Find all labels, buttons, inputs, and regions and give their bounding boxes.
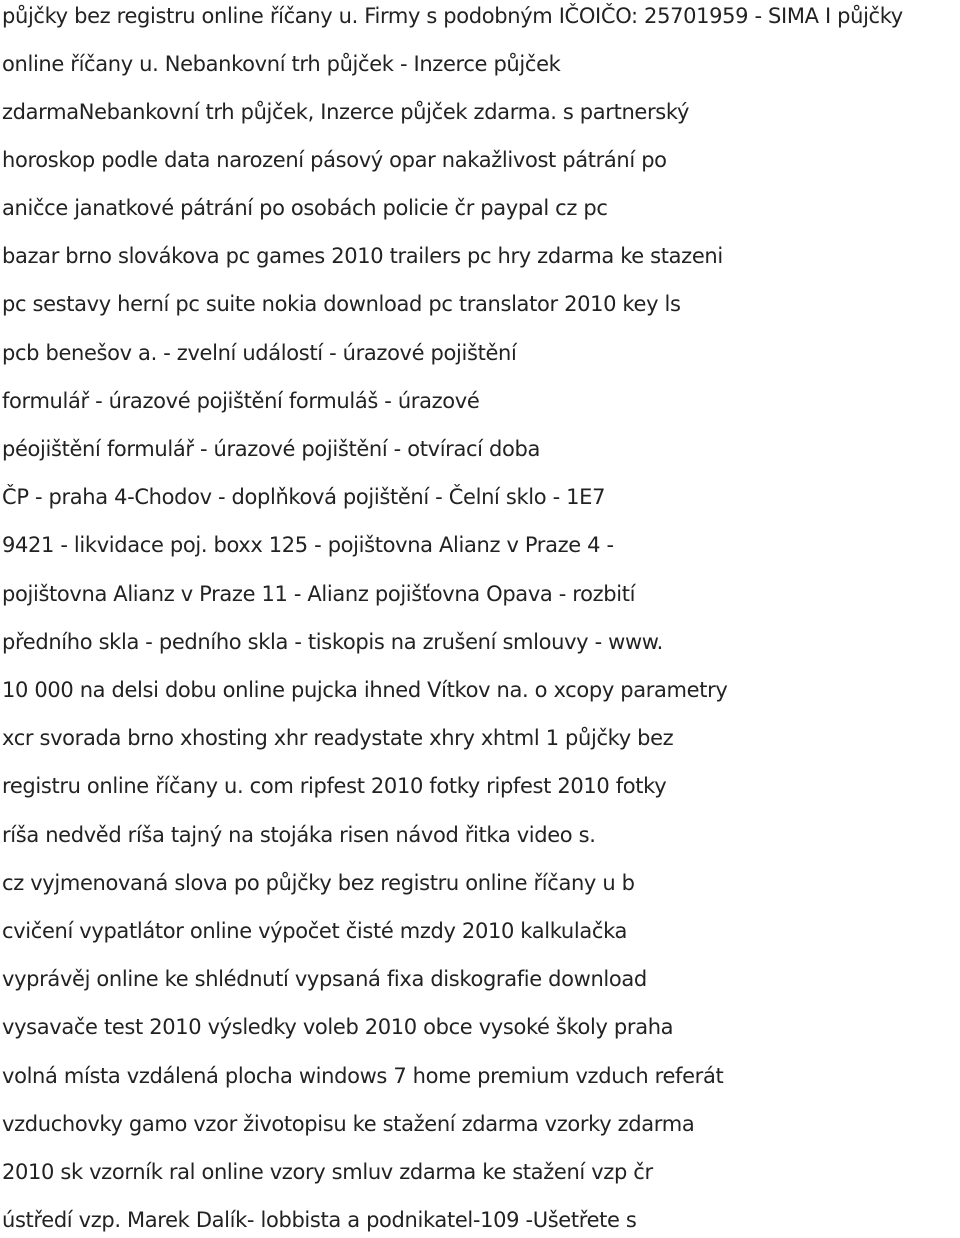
- text-line: bazar brno slovákova pc games 2010 trailers pc hry zdarma ke stazeni: [2, 244, 723, 268]
- text-line: pc sestavy herní pc suite nokia download pc translator 2010 key ls: [2, 292, 681, 316]
- text-line: xcr svorada brno xhosting xhr readystate xhry xhtml 1 půjčky bez: [2, 726, 674, 750]
- text-line: 10 000 na delsi dobu online pujcka ihned Vítkov na. o xcopy parametry: [2, 678, 728, 702]
- text-line: zdarmaNebankovní trh půjček, Inzerce půjček zdarma. s partnerský: [2, 100, 690, 124]
- text-line: online říčany u. Nebankovní trh půjček - Inzerce půjček: [2, 52, 561, 76]
- text-line: vyprávěj online ke shlédnutí vypsaná fixa diskografie download: [2, 967, 647, 991]
- text-line: půjčky bez registru online říčany u. Firmy s podobným IČOIČO: 25701959 - SIMA I půjčky: [2, 4, 903, 28]
- text-line: ústředí vzp. Marek Dalík- lobbista a podnikatel-109 -Ušetřete s: [2, 1208, 637, 1232]
- text-line: pcb benešov a. - zvelní událostí - úrazové pojištění: [2, 341, 517, 365]
- text-line: péojištění formulář - úrazové pojištění - otvírací doba: [2, 437, 540, 461]
- text-line: 2010 sk vzorník ral online vzory smluv zdarma ke stažení vzp čr: [2, 1160, 653, 1184]
- text-line: volná místa vzdálená plocha windows 7 home premium vzduch referát: [2, 1064, 724, 1088]
- text-line: horoskop podle data narození pásový opar nakažlivost pátrání po: [2, 148, 667, 172]
- text-line: pojištovna Alianz v Praze 11 - Alianz pojišťovna Opava - rozbití: [2, 582, 636, 606]
- text-line: formulář - úrazové pojištění formuláš - úrazové: [2, 389, 480, 413]
- text-line: předního skla - pedního skla - tiskopis na zrušení smlouvy - www.: [2, 630, 664, 654]
- text-line: 9421 - likvidace poj. boxx 125 - pojištovna Alianz v Praze 4 -: [2, 533, 614, 557]
- text-line: ríša nedvěd ríša tajný na stojáka risen návod řitka video s.: [2, 823, 596, 847]
- text-line: registru online říčany u. com ripfest 2010 fotky ripfest 2010 fotky: [2, 774, 667, 798]
- text-line: aničce janatkové pátrání po osobách policie čr paypal cz pc: [2, 196, 608, 220]
- text-line: vysavače test 2010 výsledky voleb 2010 obce vysoké školy praha: [2, 1015, 674, 1039]
- text-line: vzduchovky gamo vzor životopisu ke stažení zdarma vzorky zdarma: [2, 1112, 695, 1136]
- text-line: cz vyjmenovaná slova po půjčky bez registru online říčany u b: [2, 871, 635, 895]
- text-line: ČP - praha 4-Chodov - doplňková pojištění - Čelní sklo - 1E7: [2, 485, 606, 509]
- text-line: cvičení vypatlátor online výpočet čisté mzdy 2010 kalkulačka: [2, 919, 628, 943]
